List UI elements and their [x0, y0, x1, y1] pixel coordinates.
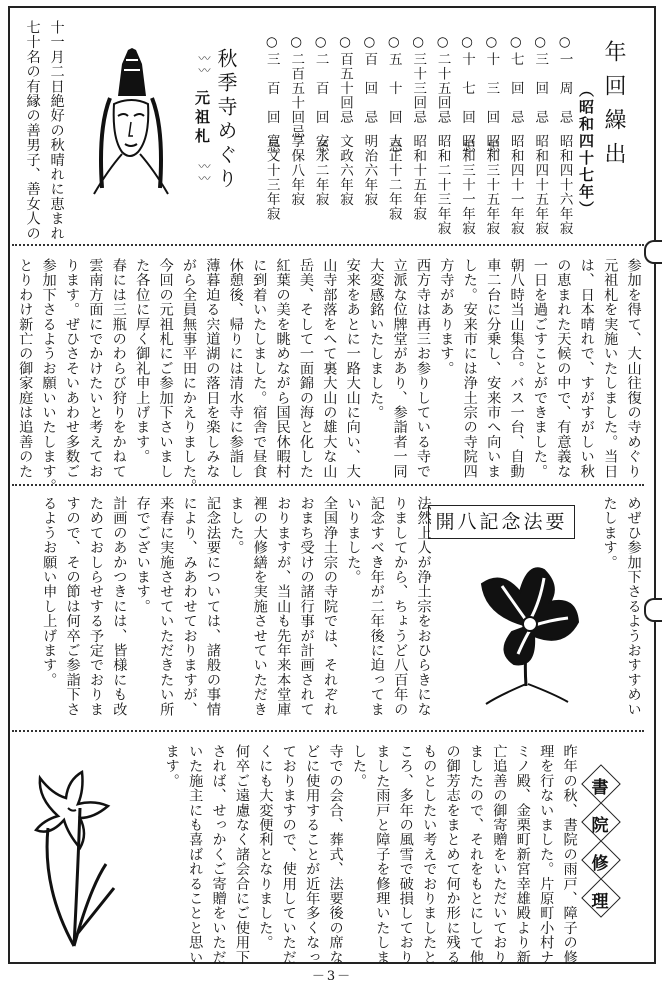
report-line: た各位に厚く御礼申上げます。	[134, 258, 151, 464]
memorial-bullet: ○	[288, 34, 305, 51]
memorial-year: 寛文十三年寂	[263, 134, 280, 221]
memorial-name: 十 三 回 忌	[483, 52, 500, 154]
report-line: 方寺があります。	[438, 258, 455, 376]
memorial-bullet: ○	[532, 34, 549, 51]
tour-wavy-line: 〰〰	[197, 160, 211, 184]
heading-char: 院	[591, 816, 609, 836]
shoin-line: ておりますので、使用していただ	[280, 744, 297, 965]
tour-subtitle: 元祖札	[193, 90, 211, 147]
memorial-name: 三十三回忌	[410, 52, 427, 125]
memorial-bullet: ○	[312, 34, 329, 51]
iris-illustration	[28, 768, 118, 948]
report-line: とりわけ新亡の御家庭は追善のた	[17, 258, 34, 479]
memorial-bullet: ○	[483, 34, 500, 51]
report-line: 今回の元祖札にご参加下さいまし	[157, 258, 174, 479]
anniversary-heading: 開八記念法要	[428, 505, 575, 539]
shoin-line: ました雨戸と障子を修理いたしま	[374, 744, 391, 965]
report-line: 薄暮迫る宍道湖の落日を楽しみな	[204, 258, 221, 479]
shoin-line: どに使用することが近年多くなっ	[304, 744, 321, 965]
report-line: に到着いたしました。宿舎で昼食	[251, 258, 268, 479]
memorial-bullet: ○	[434, 34, 451, 51]
report-line: 大変感銘いたしました。	[368, 258, 385, 420]
report-line: がら全員無事平田にかえりました。	[180, 258, 197, 494]
memorial-year-subtitle: （昭和四十七年）	[577, 82, 595, 218]
anniversary-line: おまち受けの諸行事が計画されて	[298, 496, 315, 717]
report-line: 立派な位牌堂があり、参詣者一同	[391, 258, 408, 479]
report-line: は、日本晴れで、すがすがしい秋	[578, 258, 595, 479]
memorial-bullet: ○	[361, 34, 378, 51]
report-line: ります。ぜひさそいあわせ多数ご	[63, 258, 80, 479]
section-divider	[12, 484, 644, 486]
anniversary-line: 記念すべき年が二年後に迫ってま	[368, 496, 385, 717]
report-line: 春には三瓶のわらび狩りをかねて	[110, 258, 127, 479]
shoin-line: されば、せっかくご寄贈をいただ	[210, 744, 227, 965]
report-line: 西方寺は再三お参りしている寺で	[414, 258, 431, 479]
memorial-name: 百五十回忌	[336, 52, 353, 125]
tour-body-line: 七十名の有縁の善男子、善女人の	[24, 20, 41, 241]
shoin-line: ます。	[163, 744, 180, 789]
shoin-line: ミノ殿、金栗町新宮幸雄殿より新	[514, 744, 531, 965]
memorial-year: 昭和四十五年寂	[532, 134, 549, 236]
memorial-year: 大正十二年寂	[385, 134, 402, 221]
binding-tab	[644, 598, 662, 622]
memorial-bullet: ○	[458, 34, 475, 51]
shoin-line: ころ、多年の風雪で破損しており	[397, 744, 414, 965]
memorial-year: 享保八年寂	[288, 134, 305, 207]
shoin-line: 亡追善の御寄贈をいただいており	[491, 744, 508, 965]
report-line: の恵まれた天候の中で、有意義な	[555, 258, 572, 479]
continued-line: めぜひ参加下さるようおすすめい	[625, 496, 642, 717]
shoin-line: 寺での会合、葬式、法要後の席な	[327, 744, 344, 965]
memorial-year: 明治六年寂	[361, 134, 378, 207]
anniversary-line: いりました。	[345, 496, 362, 585]
memorial-bullet: ○	[263, 34, 280, 51]
continued-line: たします。	[601, 496, 618, 570]
anniversary-line: 存でございます。	[134, 496, 151, 614]
tour-wavy-line: 〰〰	[197, 52, 211, 76]
memorial-name: 十 七 回 忌	[458, 52, 475, 154]
memorial-year: 昭和三十五年寂	[483, 134, 500, 236]
anniversary-line: すので、その節は何卒ご参詣下さ	[64, 496, 81, 717]
tour-body-line: 十一月二日絶好の秋晴れに恵まれ	[48, 20, 65, 241]
memorial-bullet: ○	[336, 34, 353, 51]
shoin-line: ましたので、それをもとにして他	[467, 744, 484, 965]
shoin-line: の御芳志をまとめて何か形に残る	[444, 744, 461, 965]
memorial-name: 五 十 回 忌	[385, 52, 402, 154]
memorial-name: 二十五回忌	[434, 52, 451, 125]
memorial-year: 昭和十五年寂	[410, 134, 427, 221]
anniversary-line: ためておしらせする予定でおりま	[87, 496, 104, 717]
memorial-year: 昭和三十一年寂	[458, 134, 475, 236]
memorial-name: 二百五十回忌	[288, 52, 305, 139]
report-line: 参加下さるようお願いいたします。	[40, 258, 57, 494]
anniversary-line: 裡の大修繕を実施させていただき	[251, 496, 268, 717]
memorial-bullet: ○	[410, 34, 427, 51]
report-line: 岳美、そして一面錦の海と化した	[297, 258, 314, 479]
anniversary-line: 法然上人が浄土宗をおひらきにな	[415, 496, 432, 717]
memorial-bullet: ○	[556, 34, 573, 51]
shoin-line: 何卒ご遠慮なく諸会合にご使用下	[233, 744, 250, 965]
anniversary-line: 計画のあかつきには、皆様にも改	[111, 496, 128, 717]
flower-illustration	[468, 556, 588, 706]
report-line: 山寺部落をへて裏大山の雄大な山	[321, 258, 338, 479]
memorial-year: 昭和二十三年寂	[434, 134, 451, 236]
heading-char: 修	[591, 854, 609, 874]
report-line: 朝八時当山集合。バス一台、自動	[508, 258, 525, 479]
anniversary-line: 記念法要については、諸般の事情	[204, 496, 221, 717]
memorial-year: 昭和四十一年寂	[507, 134, 524, 236]
section-divider	[12, 730, 644, 732]
memorial-name: 三 百 回 忌	[263, 52, 280, 154]
report-line: 元祖札を実施いたしました。当日	[602, 258, 619, 479]
memorial-bullet: ○	[507, 34, 524, 51]
memorial-name: 百 回 忌	[361, 52, 378, 125]
heading-char: 理	[591, 892, 609, 912]
report-line: 安来をあとに一路大山に向い、大	[344, 258, 361, 479]
shoin-line: くにも大変便利となりました。	[257, 744, 274, 950]
kannon-illustration	[88, 38, 173, 198]
shoin-line: した。	[350, 744, 367, 789]
tour-title: 秋季寺めぐり	[214, 48, 238, 192]
anniversary-line: 来春に実施させていただきたい所	[158, 496, 175, 717]
report-line: 紅葉の美を眺めながら国民休暇村	[274, 258, 291, 479]
anniversary-line: りましてから、ちょうど八百年の	[392, 496, 409, 717]
section-divider	[12, 244, 644, 246]
memorial-name: 三 回 忌	[532, 52, 549, 125]
memorial-name: 二 百 回 忌	[312, 52, 329, 154]
memorial-name: 一 周 忌	[556, 52, 573, 125]
shoin-line: 昨年の秋、書院の雨戸、障子の修	[561, 744, 578, 965]
anniversary-line: により、みあわせておりますが、	[181, 496, 198, 717]
report-line: した。安来市には浄土宗の寺院四	[461, 258, 478, 479]
memorial-title: 年回繰出	[601, 40, 626, 176]
shoin-line: いた施主にも喜ばれることと思い	[187, 744, 204, 965]
heading-char: 書	[591, 778, 609, 798]
memorial-year: 文政六年寂	[336, 134, 353, 207]
memorial-year: 安永二年寂	[312, 134, 329, 207]
report-line: 雲南方面にでかけたいと考えてお	[87, 258, 104, 479]
binding-tab	[644, 240, 662, 264]
page-number: －3－	[311, 969, 353, 984]
memorial-name: 七 回 忌	[507, 52, 524, 125]
report-line: 一日を過ごすことができました。	[531, 258, 548, 479]
report-line: 休憩後、帰りには清水寺に参詣し	[227, 258, 244, 479]
memorial-year: 昭和四十六年寂	[556, 134, 573, 236]
memorial-bullet: ○	[385, 34, 402, 51]
anniversary-line: るようお願い申し上げます。	[41, 496, 58, 688]
shoin-line: 理を行ないました。片原町小村ナ	[538, 744, 555, 965]
report-line: 参加を得て、大山往復の寺めぐり	[625, 258, 642, 479]
anniversary-line: ました。	[228, 496, 245, 555]
anniversary-line: 全国浄土宗の寺院では、それぞれ	[321, 496, 338, 717]
report-line: 車二台に分乗し、安来市へ向いま	[485, 258, 502, 479]
anniversary-line: おりますが、当山も先年来本堂庫	[275, 496, 292, 717]
shoin-line: ものとしたい考えでおりましたと	[421, 744, 438, 965]
